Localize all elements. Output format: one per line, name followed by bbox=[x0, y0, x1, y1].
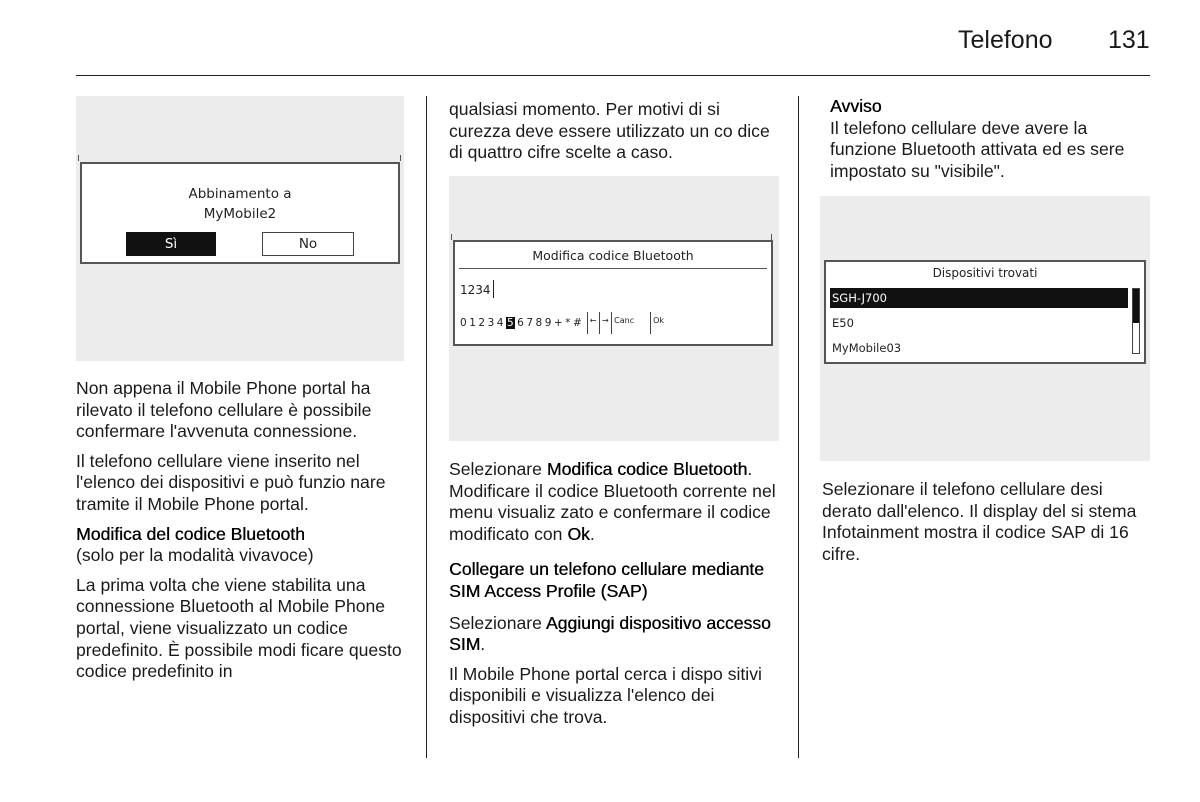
pairing-dialog bbox=[80, 162, 400, 264]
paragraph: Il telefono cellulare viene inserito nel l'elenco dei dispositivi e può funzio nare tramite il Mobile Phone portal. bbox=[76, 450, 386, 514]
column-2 bbox=[449, 459, 783, 737]
key-2[interactable]: 2 bbox=[478, 317, 486, 329]
section-heading: Modifica del codice Bluetooth bbox=[76, 523, 305, 544]
paragraph: Non appena il Mobile Phone portal ha rilevato il telefono cellulare è possibile confermare l'avvenuta connessione. bbox=[76, 378, 372, 442]
dialog-title: Dispositivi trovati bbox=[932, 266, 1038, 280]
note-title: Avviso bbox=[830, 96, 882, 116]
key-9[interactable]: 9 bbox=[544, 317, 552, 329]
paragraph: qualsiasi momento. Per motivi di si curezza deve essere utilizzato un co dice di quattro cifre scelte a caso. bbox=[449, 99, 770, 163]
edit-code-screenshot bbox=[449, 176, 779, 441]
column-3 bbox=[822, 479, 1152, 573]
paragraph: Selezionare il telefono cellulare desi derato dall'elenco. Il display del si stema Infotainment mostra il codice SAP di 16 cifre. bbox=[822, 479, 1137, 564]
cursor-right-key[interactable]: → bbox=[601, 316, 609, 325]
key-*[interactable]: * bbox=[565, 317, 571, 329]
device-list-item[interactable]: SGH-J700 bbox=[830, 288, 1128, 308]
scrollbar[interactable] bbox=[1132, 288, 1140, 354]
header-rule bbox=[76, 75, 1150, 76]
subheading: (solo per la modalità vivavoce) bbox=[76, 545, 314, 566]
key-8[interactable]: 8 bbox=[535, 317, 543, 329]
pairing-screenshot bbox=[76, 96, 404, 361]
scrollbar-thumb[interactable] bbox=[1133, 289, 1139, 323]
ok-key[interactable]: Ok bbox=[653, 316, 665, 325]
pairing-message: Abbinamento a MyMobile2 bbox=[188, 186, 292, 222]
keypad bbox=[460, 312, 667, 334]
devices-screenshot bbox=[820, 196, 1150, 461]
key-7[interactable]: 7 bbox=[526, 317, 533, 329]
title-divider bbox=[459, 268, 767, 269]
key-5[interactable]: 5 bbox=[506, 317, 514, 329]
yes-button[interactable]: Sì bbox=[126, 232, 216, 256]
key-+[interactable]: + bbox=[553, 317, 563, 329]
paragraph: Selezionare Aggiungi dispositivo accesso SIM. bbox=[449, 612, 771, 655]
paragraph: Il Mobile Phone portal cerca i dispo sitivi disponibili e visualizza l'elenco dei dispositivi che trova. bbox=[449, 663, 762, 727]
key-#[interactable]: # bbox=[572, 317, 582, 329]
no-button[interactable]: No bbox=[262, 232, 354, 256]
text-cursor bbox=[493, 280, 494, 298]
key-0[interactable]: 0 bbox=[460, 317, 467, 329]
key-3[interactable]: 3 bbox=[487, 317, 495, 329]
column-1 bbox=[76, 378, 416, 691]
column-divider-1 bbox=[426, 96, 427, 758]
code-input[interactable]: 1234 bbox=[460, 280, 494, 298]
device-list-item[interactable]: MyMobile03 bbox=[832, 341, 902, 355]
key-6[interactable]: 6 bbox=[517, 317, 524, 329]
device-list-item[interactable]: E50 bbox=[832, 316, 854, 330]
paragraph: Selezionare Modifica codice Bluetooth. Modificare il codice Bluetooth corrente nel menu visualiz zato e confermare il codice modificato con Ok. bbox=[449, 459, 776, 544]
edit-code-dialog bbox=[453, 240, 773, 346]
section-heading: Collegare un telefono cellulare mediante SIM Access Profile (SAP) bbox=[449, 559, 764, 601]
page-number: 131 bbox=[1108, 26, 1150, 54]
dialog-title: Modifica codice Bluetooth bbox=[532, 248, 694, 263]
cursor-left-key[interactable]: ← bbox=[589, 316, 597, 325]
column-3-top bbox=[830, 96, 1154, 190]
devices-dialog bbox=[824, 260, 1146, 364]
paragraph: La prima volta che viene stabilita una connessione Bluetooth al Mobile Phone portal, viene visualizzato un codice predefinito. È possibile modi ficare questo codice predefinito in bbox=[76, 574, 402, 682]
section-title: Telefono bbox=[958, 26, 1053, 54]
key-4[interactable]: 4 bbox=[496, 317, 504, 329]
column-divider-2 bbox=[798, 96, 799, 758]
cancel-key[interactable]: Canc bbox=[614, 316, 635, 325]
key-1[interactable]: 1 bbox=[469, 317, 476, 329]
column-2-top bbox=[449, 99, 783, 172]
note-text: Il telefono cellulare deve avere la funzione Bluetooth attivata ed es sere impostato su "visibile". bbox=[830, 117, 1125, 181]
